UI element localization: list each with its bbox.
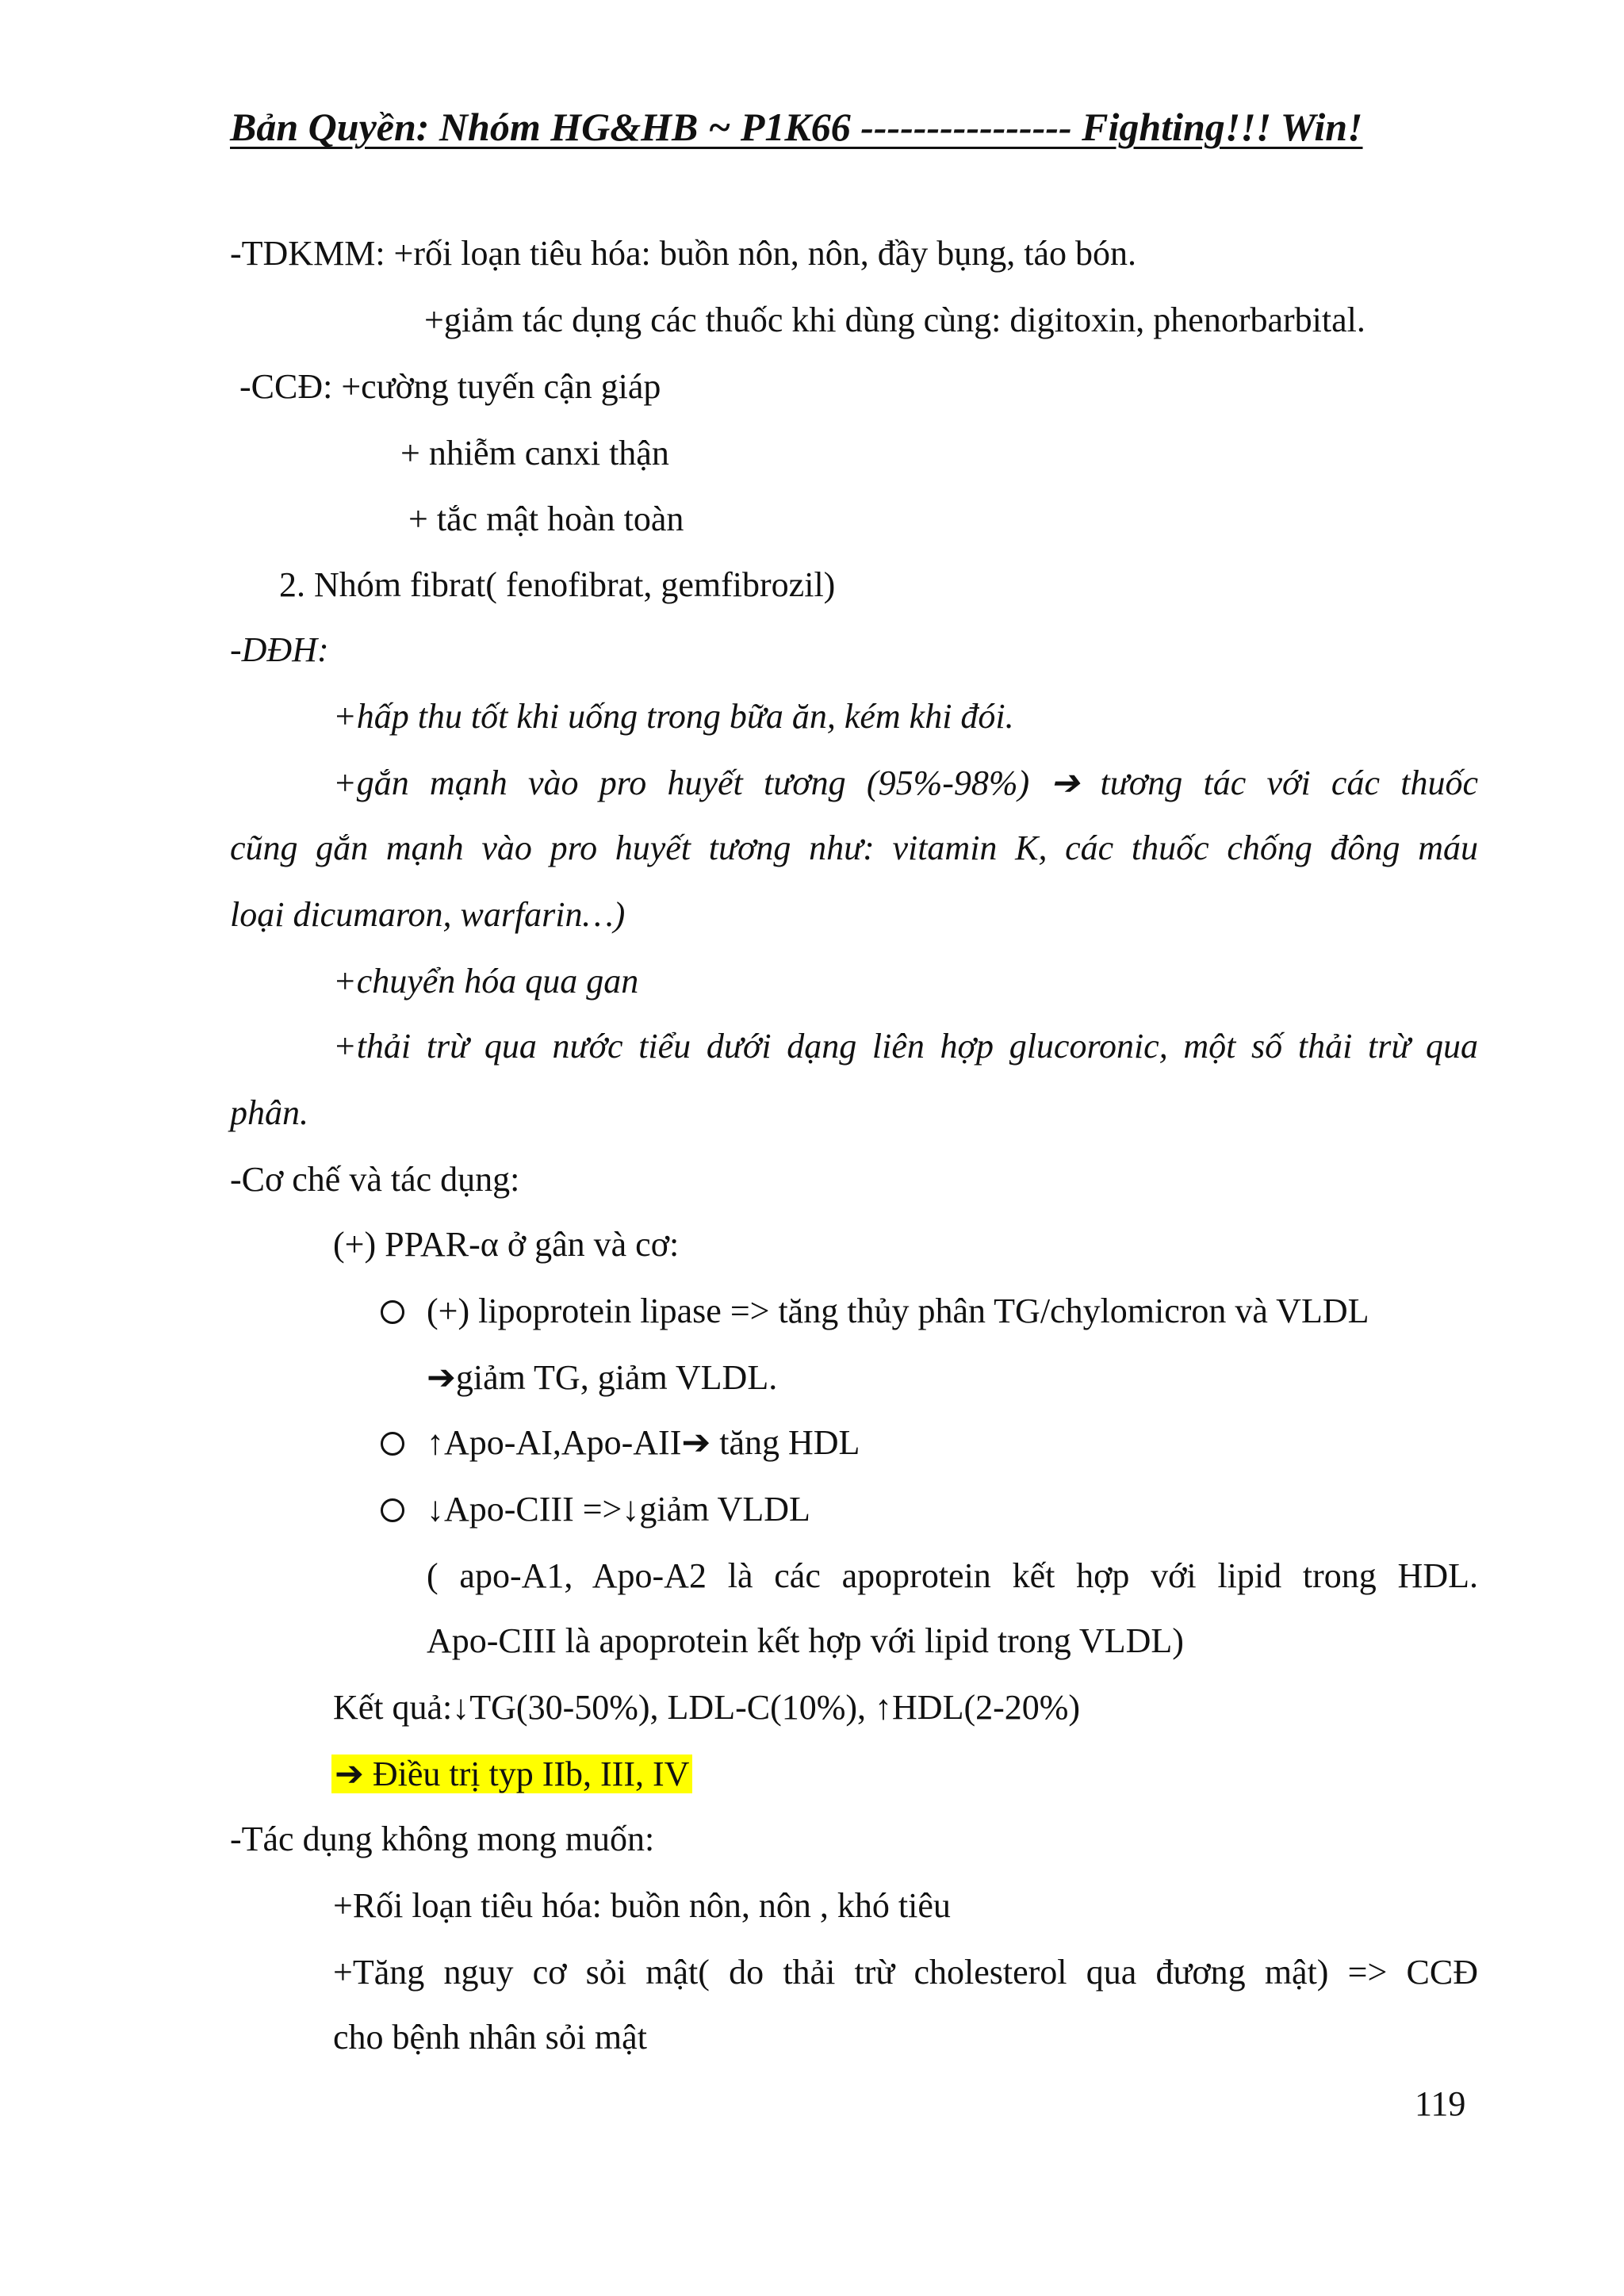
text-line: +chuyển hóa qua gan [333,962,639,1001]
text-line: phân. [230,1093,308,1132]
text-line: cho bệnh nhân sỏi mật [333,2018,647,2057]
text-line: + tắc mật hoàn toàn [408,499,684,538]
text-line: -TDKMM: +rối loạn tiêu hóa: buồn nôn, nôn, đầy bụng, táo bón. [230,234,1137,273]
highlight-text: ➔ Điều trị typ IIb, III, IV [331,1755,692,1793]
text-line: loại dicumaron, warfarin…) [230,895,626,934]
list-item: ↓Apo-CIII =>↓giảm VLDL [427,1490,810,1529]
bullet-icon [381,1432,404,1456]
bullet-icon [381,1498,404,1522]
list-item: ↑Apo-AI,Apo-AII➔ tăng HDL [427,1423,860,1462]
text-line: +giảm tác dụng các thuốc khi dùng cùng: digitoxin, phenorbarbital. [424,300,1365,339]
text-line: -Tác dụng không mong muốn: [230,1820,655,1858]
highlighted-conclusion [331,1752,692,1797]
text-line: -Cơ chế và tác dụng: [230,1160,520,1199]
text-line: +gắn mạnh vào pro huyết tương (95%-98%) ➔ tương tác với các thuốc [333,763,1478,802]
text-line: cũng gắn mạnh vào pro huyết tương như: vitamin K, các thuốc chống đông máu [230,828,1478,867]
list-item: ➔giảm TG, giảm VLDL. [427,1358,778,1397]
page-number: 119 [1415,2084,1466,2123]
text-line: Kết quả:↓TG(30-50%), LDL-C(10%), ↑HDL(2-20%) [333,1688,1081,1727]
text-line: -CCĐ: +cường tuyến cận giáp [239,367,661,406]
text-line: +thải trừ qua nước tiểu dưới dạng liên hợp glucoronic, một số thải trừ qua [333,1027,1478,1066]
text-line: Apo-CIII là apoprotein kết hợp với lipid trong VLDL) [427,1621,1184,1660]
text-line: +Rối loạn tiêu hóa: buồn nôn, nôn , khó tiêu [333,1886,951,1925]
text-line: +hấp thu tốt khi uống trong bữa ăn, kém khi đói. [333,697,1014,736]
list-item: (+) lipoprotein lipase => tăng thủy phân TG/chylomicron và VLDL [427,1292,1369,1330]
bullet-icon [381,1300,404,1324]
text-line: (+) PPAR-α ở gân và cơ: [333,1225,680,1264]
page-header: Bản Quyền: Nhóm HG&HB ~ P1K66 ---------------- Fighting!!! Win! [230,105,1363,149]
text-line: -DĐH: [230,630,329,669]
section-heading: 2. Nhóm fibrat( fenofibrat, gemfibrozil) [279,565,836,604]
text-line: ( apo-A1, Apo-A2 là các apoprotein kết hợp với lipid trong HDL. [427,1556,1478,1595]
text-line: + nhiễm canxi thận [400,434,669,473]
text-line: +Tăng nguy cơ sỏi mật( do thải trừ cholesterol qua đương mật) => CCĐ [333,1953,1478,1992]
